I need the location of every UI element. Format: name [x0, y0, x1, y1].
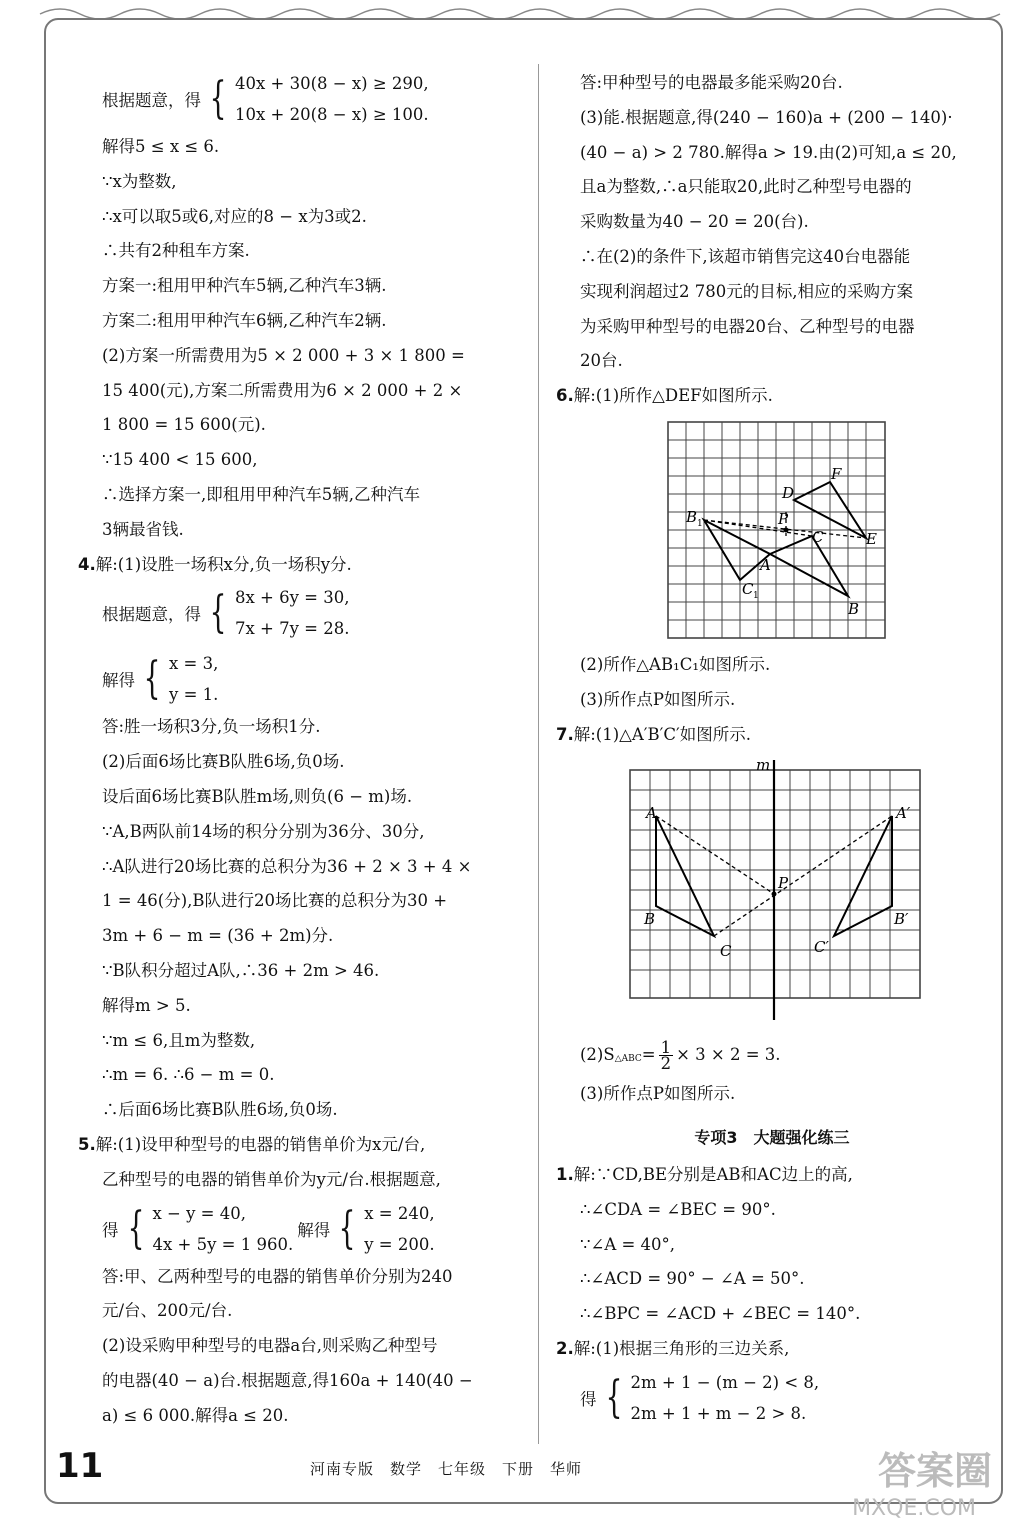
- watermark-logo: 答案圈: [877, 1449, 992, 1493]
- label-C: C: [812, 527, 824, 546]
- book-info: 河南专版 数学 七年级 下册 华师: [310, 1460, 583, 1478]
- label-B: B: [644, 910, 656, 929]
- left-column: 根据题意，得 { 40x + 30(8 − x) ≥ 290, 10x + 20(8 − x) ≥ 100. 解得5 ≤ x ≤ 6. ∵x为整数, ∴x可以取5或6,对应的8 − x为3或2. ∴共有2种租车方案. 方案一:租用甲种汽车5辆,乙种汽车3辆. 方案二:租用甲种汽车6辆,乙种汽车2辆. (2)方案一所需费用为5 × 2 000 + 3 × 1 800 = 15 400(元),方案二所需费用为6 × 2 000 + 2 × 1 800 = 15 600(元). ∵15 400 < 15 600, ∴选择方案一,即租用甲种汽车5辆,乙种汽车 3辆最省钱. 4.解:(1)设胜一场积x分,负一场积y分. 根据题意，得 { 8x + 6y = 30, 7x + 7y = 28. 解得 { x = 3, y = 1. 答:胜一场积3分,负一场积1分. (2)后面6场比赛B队胜6场,负0场. 设后面6场比赛B队胜m场,则负(6 − m)场. ∵A,B两队前14场的积分分别为36分、30分, ∴A队进行20场比赛的总积分为36 + 2 × 3 + 4 × 1 = 46(分),B队进行20场比赛的总积分为30 + 3m + 6 − m = (36 + 2m)分. ∵B队积分超过A队,∴36 + 2m > 46. 解得m > 5. ∵m ≤ 6,且m为整数, ∴m = 6. ∴6 − m = 0. ∴后面6场比赛B队胜6场,负0场. 5.解:(1)设甲种型号的电器的销售单价为x元/台, 乙种型号的电器的销售单价为y元/台.根据题意, 得 { x − y = 40, 4x + 5y = 1 960. 解得 { x = 240, y = 200. 答:甲、乙两种型号的电器的销售单价分别为240 元/台、200元/台. (2)设采购甲种型号的电器a台,则采购乙种型号 的电器(40 − a)台.根据题意,得160a + 140(40 − a) ≤ 6 000.解得a ≤ 20.: [78, 66, 518, 1434]
- system-q5: 得 { x − y = 40, 4x + 5y = 1 960. 解得 { x = 240, y = 200.: [102, 1202, 435, 1254]
- triangle-ABC: [656, 816, 714, 936]
- question-7: 7.解:(1)△A′B′C′如图所示.: [556, 724, 752, 744]
- label-C1: C: [742, 579, 754, 598]
- question-5: 5.解:(1)设甲种型号的电器的销售单价为x元/台,: [78, 1134, 426, 1154]
- svg-text:1: 1: [753, 590, 759, 601]
- label-B1: B: [686, 507, 698, 526]
- question-4: 4.解:(1)设胜一场积x分,负一场积y分.: [78, 554, 352, 574]
- area-formula: (2)S $_{\triangle ABC}$ = $\frac{1}{2}$ × 3 × 2 = 3.: [580, 1038, 781, 1074]
- system-q3: 根据题意，得 { 40x + 30(8 − x) ≥ 290, 10x + 20(8 − x) ≥ 100.: [102, 73, 429, 124]
- label-A: A: [760, 555, 771, 574]
- grid-diagram-q7: [556, 758, 988, 1028]
- label-D: D: [782, 483, 795, 502]
- svg-text:1: 1: [697, 518, 703, 529]
- label-C-prime: C′: [814, 938, 829, 957]
- label-E: E: [866, 529, 877, 548]
- question-6: 6.解:(1)所作△DEF如图所示.: [556, 386, 773, 406]
- label-A-prime: A′: [896, 804, 911, 823]
- page-footer: [56, 1446, 956, 1490]
- system-s2: 得 { 2m + 1 − (m − 2) < 8, 2m + 1 + m − 2 > 8.: [580, 1371, 820, 1423]
- label-P: P: [778, 509, 789, 528]
- column-divider: [538, 64, 539, 1444]
- point-P: [784, 527, 789, 532]
- page-number: 11: [56, 1446, 104, 1486]
- label-C: C: [720, 942, 732, 961]
- solution-q4: 解得 { x = 3, y = 1.: [102, 653, 219, 705]
- label-F: F: [831, 464, 842, 483]
- figure-q7: [556, 758, 988, 1028]
- triangle-A2B2C2: [834, 816, 892, 936]
- label-P: P: [778, 874, 789, 893]
- system-q4: 根据题意，得 { 8x + 6y = 30, 7x + 7y = 28.: [102, 587, 350, 639]
- right-column: 答:甲种型号的电器最多能采购20台. (3)能.根据题意,得(240 − 160)a + (200 − 140)· (40 − a) > 2 780.解得a > 19.由(2)可知,a ≤ 20, 且a为整数,∴a只能取20,此时乙种型号电器的 采购数量为40 − 20 = 20(台). ∴在(2)的条件下,该超市销售完这40台电器能 实现利润超过2 780元的目标,相应的采购方案 为采购甲种型号的电器20台、乙种型号的电器 20台. 6.解:(1)所作△DEF如图所示. D F B 1 P C E A C 1 B (2)所作△AB₁C₁如图所示. (3)所作点P如图所示. 7.解:(1)△A′B′C′如图所示. m A A′ P B B′ C C′ (2)S $_{\triangle ABC}$ = $\frac{1}{2}$ × 3 × 2 = 3. (3)所作点P如图所示. 专项3 大题强化练三 1.解:∵CD,BE分别是AB和AC边上的高, ∴∠CDA = ∠BEC = 90°. ∵∠A = 40°, ∴∠ACD = 90° − ∠A = 50°. ∴∠BPC = ∠ACD + ∠BEC = 140°. 2.解:(1)根据三角形的三边关系, 得 { 2m + 1 − (m − 2) < 8, 2m + 1 + m − 2 > 8.: [556, 66, 988, 1429]
- label-B-prime: B′: [894, 910, 909, 929]
- label-m: m: [756, 758, 771, 775]
- point-P: [772, 892, 777, 897]
- watermark-url: MXQE.COM: [852, 1496, 976, 1521]
- label-A: A: [646, 804, 657, 823]
- figure-q6: [556, 420, 988, 642]
- section3-question-2: 2.解:(1)根据三角形的三边关系,: [556, 1338, 790, 1358]
- label-B: B: [848, 599, 860, 618]
- section-heading: 专项3 大题强化练三: [694, 1127, 850, 1147]
- section3-question-1: 1.解:∵CD,BE分别是AB和AC边上的高,: [556, 1164, 853, 1184]
- grid-diagram-q6: [556, 420, 988, 642]
